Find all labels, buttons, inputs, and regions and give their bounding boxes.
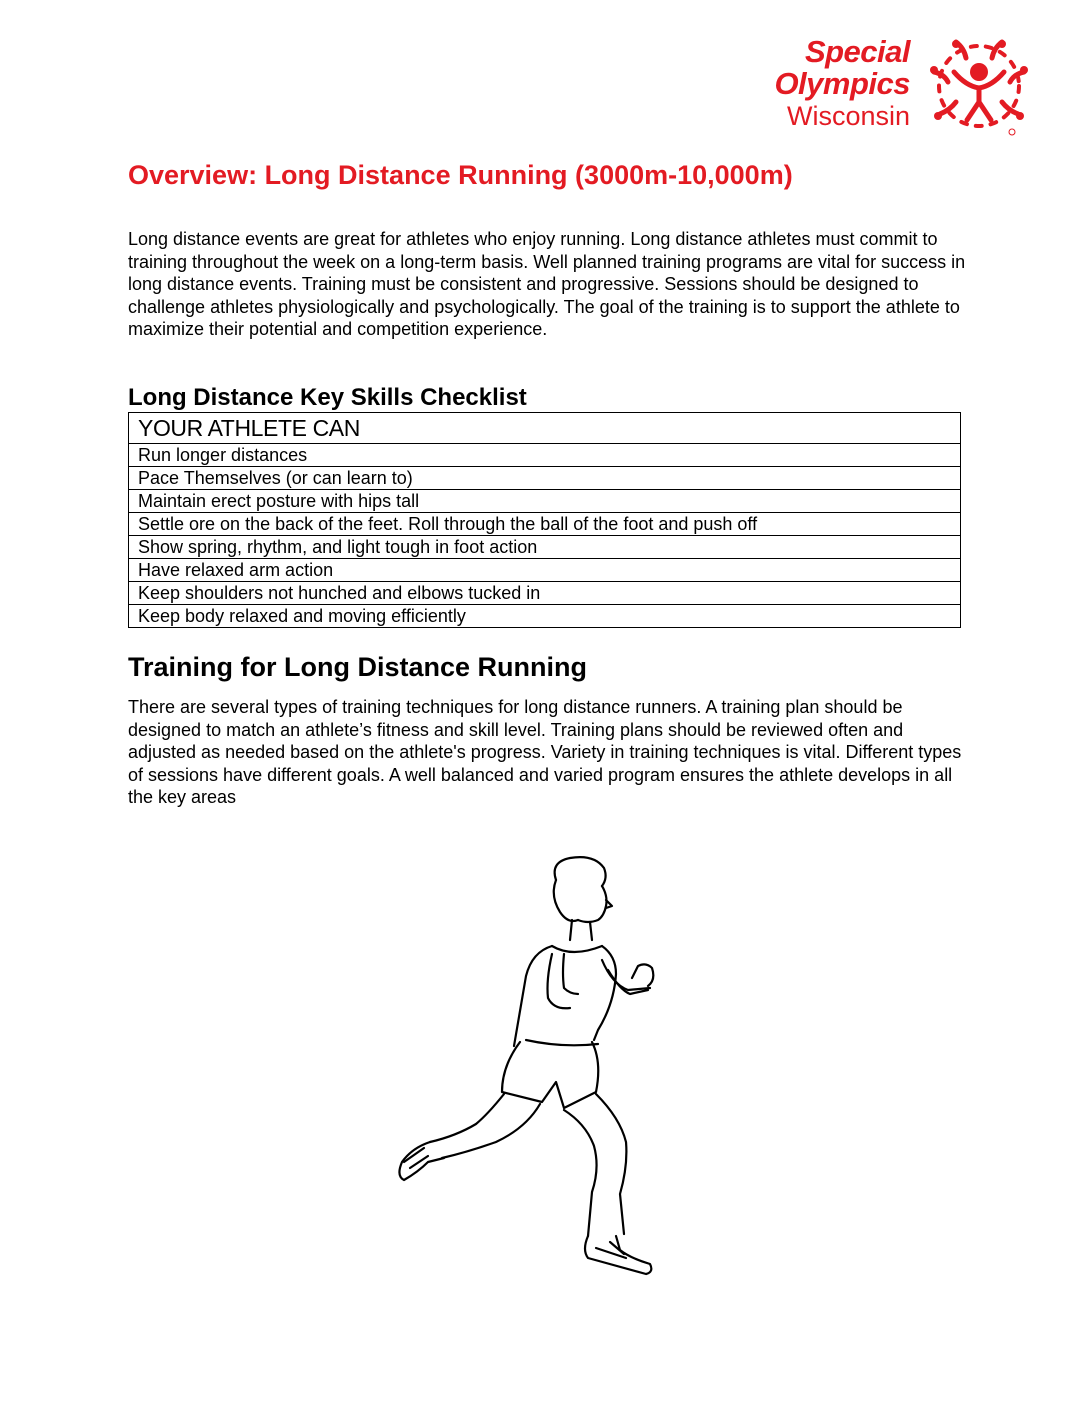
training-paragraph: There are several types of training techniques for long distance runners. A training plan should be designed to match an athlete’s fitness and skill level. Training plans should be reviewed often and adjusted as needed based on the athlete's progress. Variety in training techniques is vital. Different types of sessions have different goals. A well balanced and varied program ensures the athlete develops in all the key areas: [128, 697, 962, 808]
table-header-row: [129, 413, 961, 444]
checklist-item: Pace Themselves (or can learn to): [129, 467, 961, 490]
special-olympics-logo: [730, 32, 1040, 144]
skills-checklist-table: [128, 412, 961, 628]
table-row: [129, 467, 961, 490]
checklist-item: Keep shoulders not hunched and elbows tucked in: [129, 582, 961, 605]
checklist-item: Have relaxed arm action: [129, 559, 961, 582]
logo-wordmark: [730, 36, 910, 132]
logo-line-1: Special: [804, 34, 910, 69]
table-row: [129, 444, 961, 467]
checklist-item: Show spring, rhythm, and light tough in foot action: [129, 536, 961, 559]
training-heading: Training for Long Distance Running: [128, 652, 587, 682]
table-row: [129, 513, 961, 536]
logo-line-3: Wisconsin: [786, 101, 910, 131]
intro-paragraph: Long distance events are great for athletes who enjoy running. Long distance athletes must commit to training throughout the week on a long-term basis. Well planned training programs are vital for success in long distance events. Training must be consistent and progressive. Sessions should be designed to challenge athletes physiologically and psychologically. The goal of the training is to support the athlete to maximize their potential and competition experience.: [128, 229, 966, 340]
page-title: Overview: Long Distance Running (3000m-10,000m): [128, 160, 793, 190]
runner-illustration: [320, 850, 700, 1290]
checklist-item: Settle ore on the back of the feet. Roll through the ball of the foot and push off: [129, 513, 961, 536]
checklist-heading: Long Distance Key Skills Checklist: [128, 384, 527, 411]
table-row: [129, 582, 961, 605]
table-row: [129, 559, 961, 582]
logo-line-2: Olympics: [774, 66, 910, 101]
table-row: [129, 490, 961, 513]
checklist-item: Keep body relaxed and moving efficiently: [129, 605, 961, 628]
checklist-item: Maintain erect posture with hips tall: [129, 490, 961, 513]
column-header: YOUR ATHLETE CAN: [129, 413, 961, 444]
table-row: [129, 605, 961, 628]
table-row: [129, 536, 961, 559]
checklist-item: Run longer distances: [129, 444, 961, 467]
special-olympics-figures-icon: [926, 32, 1032, 140]
